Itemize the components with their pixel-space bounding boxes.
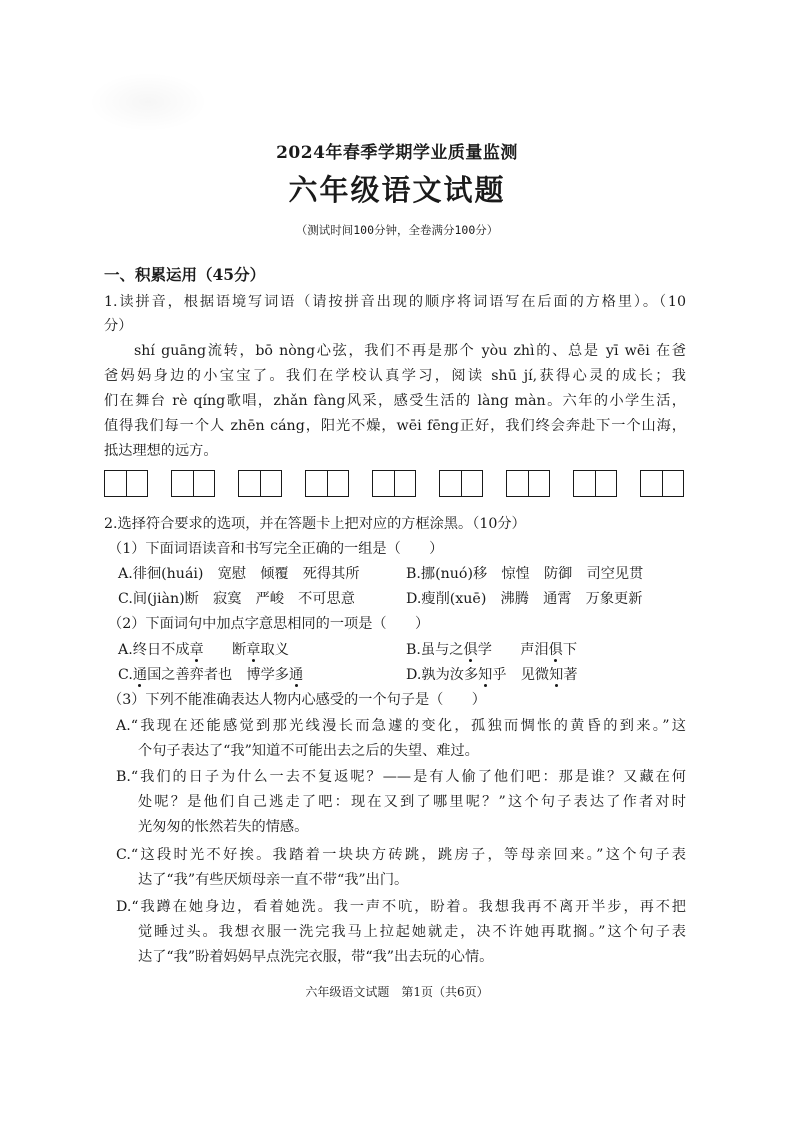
q2-2-option-a: [118, 640, 289, 660]
option-text: 著: [563, 667, 578, 683]
dotted-char: 通: [132, 667, 148, 683]
q1-passage-line4: 值得我们每一个人 zhēn cáng，阳光不燥，wēi fēng正好，我们终会奔赴下一个山海，: [104, 418, 686, 434]
q2-3-option-b-line1: B.“我们的日子为什么一去不复返呢？——是有人偷了他们吧：那是谁？又藏在何: [116, 769, 686, 785]
scan-smudge: [88, 72, 208, 132]
option-text: 取义: [260, 642, 289, 658]
dotted-char: 俱: [548, 642, 563, 658]
q1-passage-line2: 爸妈妈身边的小宝宝了。我们在学校认真学习，阅读 shū jí,获得心灵的成长；我: [104, 368, 686, 384]
q2-3-option-d-line3: 达了“我”盼着妈妈早点洗完衣服，带“我”出去玩的心情。: [138, 949, 494, 965]
exam-title: 六年级语文试题: [288, 173, 506, 207]
q2-prompt: 2.选择符合要求的选项，并在答题卡上把对应的方框涂黑。（10分）: [104, 516, 526, 532]
option-text: B.虽与之: [406, 642, 464, 658]
answer-box-2[interactable]: [171, 470, 215, 497]
answer-box-9[interactable]: [640, 470, 684, 497]
answer-box-1[interactable]: [104, 470, 148, 497]
dotted-char: 通: [288, 667, 304, 683]
q2-3-option-a-line1: A.“我现在还能感觉到那光线漫长而急遽的变化，孤独而惆怅的黄昏的到来。”这: [116, 718, 686, 734]
exam-subtitle: 2024年春季学期学业质量监测: [276, 143, 518, 163]
q2-2-option-c: [118, 665, 303, 685]
q2-3-option-b-line3: 光匆匆的怅然若失的情感。: [138, 819, 309, 835]
answer-box-4[interactable]: [305, 470, 349, 497]
q2-2-stem: （2）下面词句中加点字意思相同的一项是（ ）: [108, 616, 430, 632]
exam-note: （测试时间100分钟，全卷满分100分）: [295, 223, 499, 237]
answer-box-5[interactable]: [372, 470, 416, 497]
q2-3-option-d-line1: D.“我蹲在她身边，看着她洗。我一声不吭，盼着。我想我再不离开半步，再不把: [116, 899, 686, 915]
q2-3-option-b-line2: 处呢？是他们自己逃走了吧：现在又到了哪里呢？”这个句子表达了作者对时: [138, 794, 686, 810]
option-text: 乎 见微: [492, 667, 550, 683]
q2-2-option-b: [406, 640, 577, 660]
q2-1-option-b: B.挪(nuó)移 惊惶 防御 司空见贯: [406, 566, 644, 582]
q2-1-option-c: C.间(jiàn)断 寂寞 严峻 不可思意: [118, 591, 355, 607]
q2-3-option-c-line2: 达了“我”有些厌烦母亲一直不带“我”出门。: [138, 872, 409, 888]
q2-3-option-c-line1: C.“这段时光不好挨。我踏着一块块方砖跳，跳房子，等母亲回来。”这个句子表: [116, 847, 686, 863]
option-text: 断: [203, 642, 247, 658]
option-text: D.孰为汝多: [406, 667, 479, 683]
answer-box-8[interactable]: [573, 470, 617, 497]
option-text: 国之善弈者也 博学多: [147, 667, 289, 683]
answer-box-6[interactable]: [439, 470, 483, 497]
dotted-char: 知: [478, 667, 493, 683]
answer-grid: [104, 470, 686, 499]
q1-prompt-line2: 分）: [104, 318, 133, 334]
option-text: A.终日不成: [118, 642, 190, 658]
page-footer: 六年级语文试题 第1页（共6页）: [305, 985, 489, 999]
q1-passage-line3: 们在舞台 rè qíng歌唱，zhǎn fàng风采，感受生活的 làng màn。六年的小学生活，: [104, 393, 686, 409]
option-text: 学 声泪: [477, 642, 549, 658]
q2-1-option-d: D.瘦削(xuē) 沸腾 通霄 万象更新: [406, 591, 643, 607]
q2-2-option-d: [406, 665, 578, 685]
dotted-char: 章: [189, 642, 204, 658]
option-text: C.: [118, 667, 133, 683]
dotted-char: 章: [246, 642, 261, 658]
section-heading: 一、积累运用（45分）: [104, 265, 266, 284]
answer-box-7[interactable]: [506, 470, 550, 497]
q2-3-option-d-line2: 觉睡过头。我想衣服一洗完我马上拉起她就走，决不许她再耽搁。”这个句子表: [138, 924, 686, 940]
q2-1-stem: （1）下面词语读音和书写完全正确的一组是（ ）: [108, 541, 444, 557]
q2-3-stem: （3）下列不能准确表达人物内心感受的一个句子是（ ）: [108, 692, 486, 708]
q2-3-option-a-line2: 个句子表达了“我”知道不可能出去之后的失望、难过。: [138, 743, 479, 759]
dotted-char: 俱: [463, 642, 478, 658]
q1-prompt-line1: 1.读拼音，根据语境写词语（请按拼音出现的顺序将词语写在后面的方格里）。（10: [104, 294, 686, 310]
dotted-char: 知: [549, 667, 564, 683]
q1-passage-line1: shí guāng流转，bō nòng心弦，我们不再是那个 yòu zhì的、总是 yī wēi 在爸: [134, 343, 686, 359]
option-text: 下: [562, 642, 578, 658]
q1-passage-line5: 抵达理想的远方。: [104, 443, 218, 459]
q2-1-option-a: A.徘徊(huái) 宽慰 倾覆 死得其所: [118, 566, 360, 582]
answer-box-3[interactable]: [238, 470, 282, 497]
